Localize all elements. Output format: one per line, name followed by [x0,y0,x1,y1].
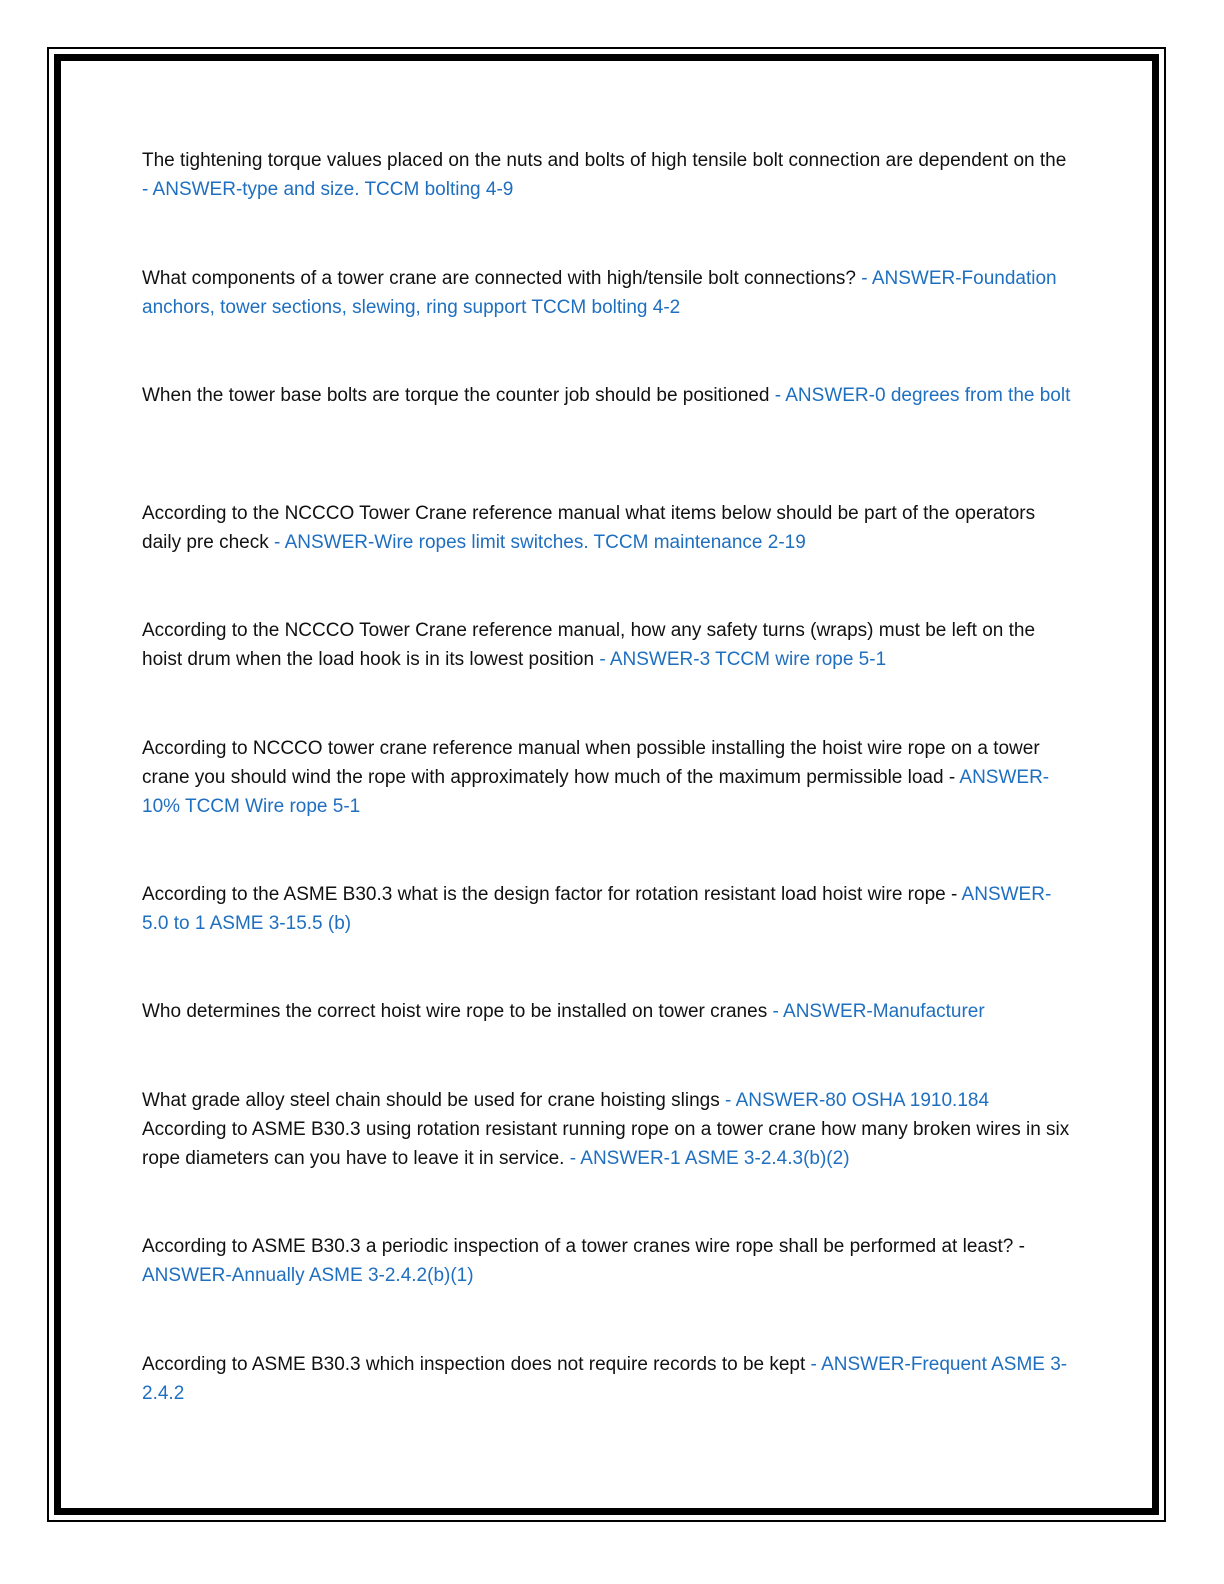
answer-text: ANSWER-10% TCCM Wire rope 5-1 [142,767,1050,817]
qa-item [142,616,1077,674]
answer-text: - ANSWER-Manufacturer [772,1001,985,1022]
qa-item [142,1350,1077,1408]
answer-text: - ANSWER-80 OSHA 1910.184 [725,1090,990,1111]
answer-text: - ANSWER-1 ASME 3-2.4.3(b)(2) [569,1148,850,1169]
question-text: According to the ASME B30.3 what is the design factor for rotation resistant load hoist wire rope - [142,884,958,905]
question-text: According to the NCCCO Tower Crane reference manual, how any safety turns (wraps) must be left on the hoist drum when the load hook is in its lowest position [142,620,1036,670]
answer-text: - ANSWER-0 degrees from the bolt [774,385,1071,406]
question-text: According to the NCCCO Tower Crane reference manual what items below should be part of the operators daily pre check [142,503,1036,553]
question-text: What grade alloy steel chain should be used for crane hoisting slings [142,1090,720,1111]
qa-item [142,381,1077,410]
question-text: The tightening torque values placed on the nuts and bolts of high tensile bolt connection are dependent on the [142,150,1067,171]
answer-text: - ANSWER-Wire ropes limit switches. TCCM maintenance 2-19 [274,532,806,553]
question-text: According to ASME B30.3 a periodic inspection of a tower cranes wire rope shall be performed at least? - [142,1236,1025,1257]
answer-text: - ANSWER-3 TCCM wire rope 5-1 [599,649,887,670]
question-text: According to ASME B30.3 which inspection does not require records to be kept [142,1354,806,1375]
answer-text: ANSWER-Annually ASME 3-2.4.2(b)(1) [142,1265,474,1286]
question-text: What components of a tower crane are connected with high/tensile bolt connections? [142,268,856,289]
question-text: When the tower base bolts are torque the counter job should be positioned [142,385,770,406]
answer-text: - ANSWER-Frequent ASME 3-2.4.2 [142,1354,1068,1404]
qa-item [142,499,1077,557]
qa-item [142,1232,1077,1290]
qa-item [142,880,1077,938]
qa-item [142,1115,1077,1173]
qa-item [142,997,1077,1026]
qa-item [142,1086,1077,1115]
qa-item [142,264,1077,322]
answer-text: ANSWER-5.0 to 1 ASME 3-15.5 (b) [142,884,1052,934]
answer-text: - ANSWER-type and size. TCCM bolting 4-9 [142,179,514,200]
qa-item [142,146,1077,204]
answer-text: - ANSWER-Foundation anchors, tower sections, slewing, ring support TCCM bolting 4-2 [142,268,1057,318]
question-text: According to NCCCO tower crane reference manual when possible installing the hoist wire rope on a tower crane you should wind the rope with approximately how much of the maximum permissible load - [142,738,1040,788]
qa-item [142,734,1077,821]
question-text: According to ASME B30.3 using rotation resistant running rope on a tower crane how many broken wires in six rope diameters can you have to leave it in service. [142,1119,1070,1169]
question-text: Who determines the correct hoist wire rope to be installed on tower cranes [142,1001,768,1022]
